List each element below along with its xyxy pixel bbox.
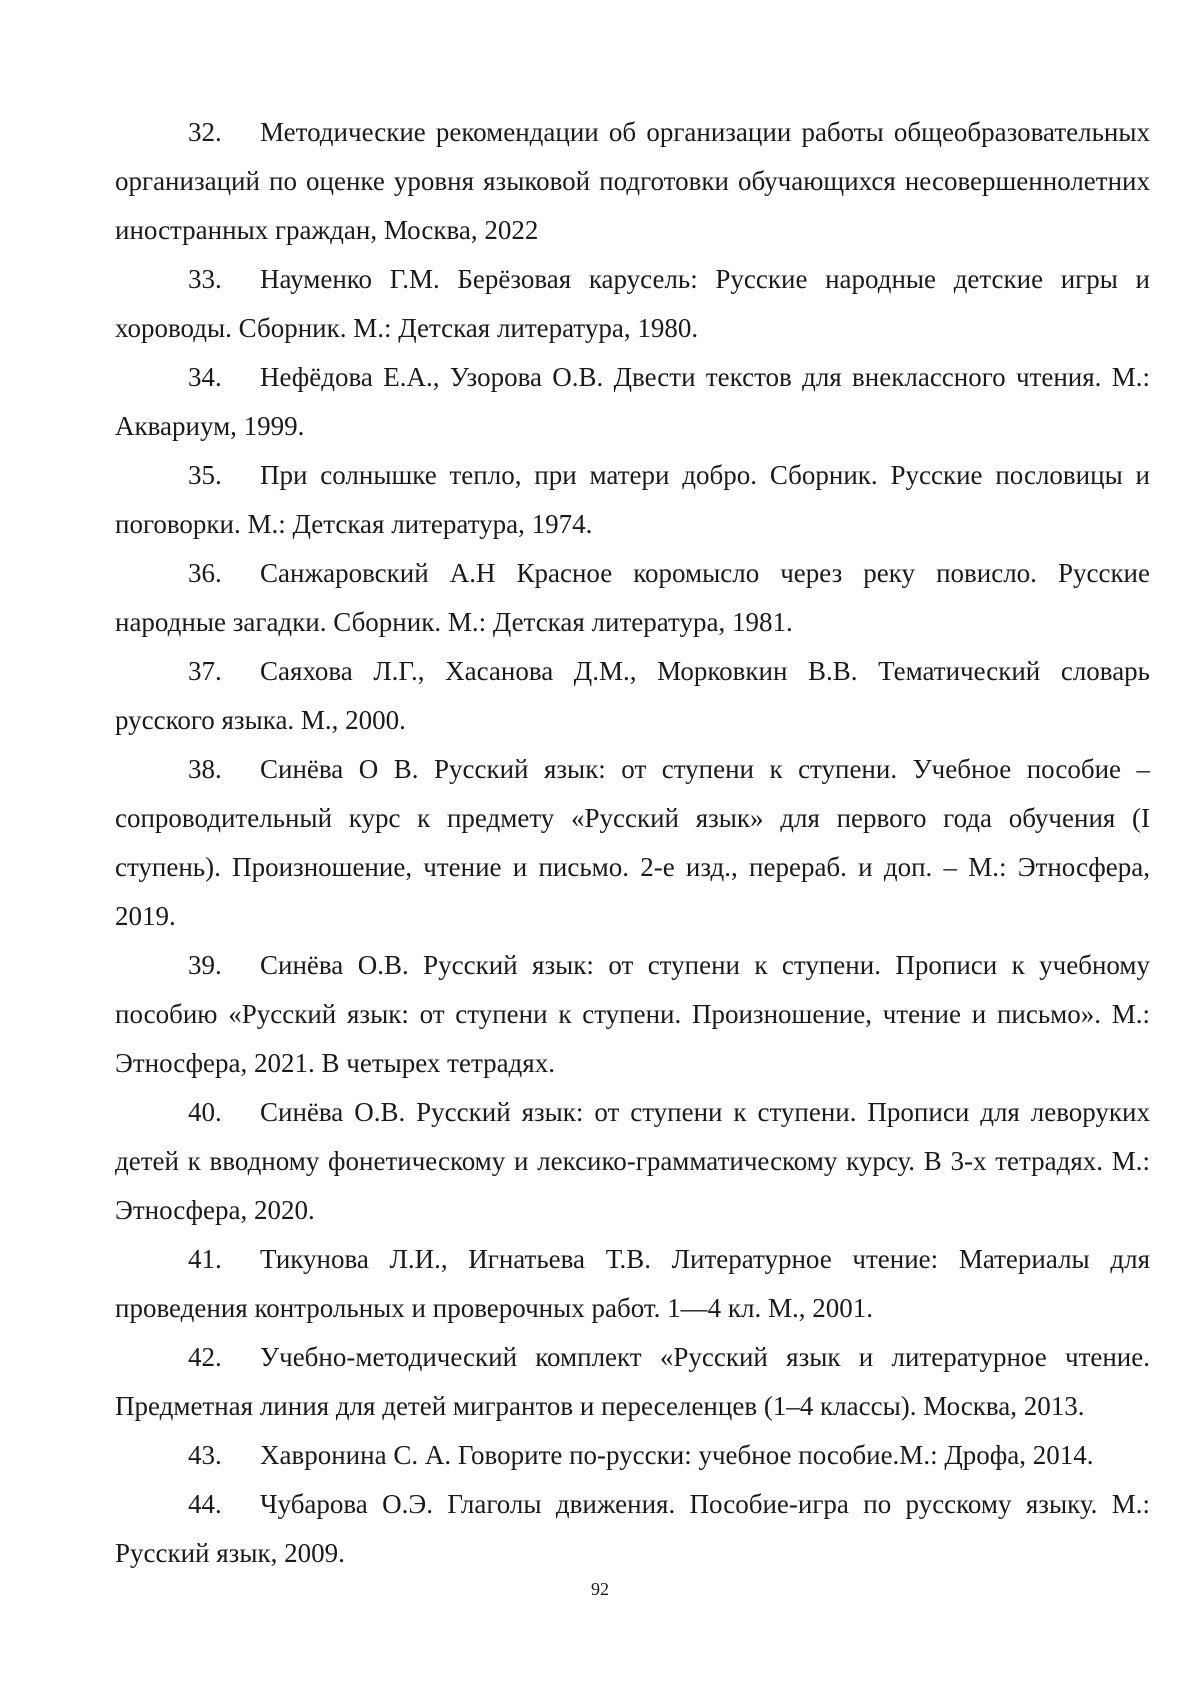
reference-number: 40. bbox=[188, 1097, 222, 1127]
reference-item bbox=[115, 647, 1150, 745]
reference-number: 35. bbox=[188, 460, 222, 490]
reference-item bbox=[115, 1431, 1150, 1480]
reference-text: Саяхова Л.Г., Хасанова Д.М., Морковкин В.В. Тематический словарь русского языка. М., 2000. bbox=[115, 656, 1150, 735]
reference-text: Учебно-методический комплект «Русский язык и литературное чтение. Предметная линия для детей мигрантов и переселенцев (1–4 классы). Москва, 2013. bbox=[115, 1342, 1150, 1421]
reference-text: При солнышке тепло, при матери добро. Сборник. Русские пословицы и поговорки. М.: Детская литература, 1974. bbox=[115, 460, 1150, 539]
reference-number: 33. bbox=[188, 264, 222, 294]
reference-text: Хавронина С. А. Говорите по-русски: учебное пособие.М.: Дрофа, 2014. bbox=[260, 1440, 1094, 1470]
reference-item bbox=[115, 255, 1150, 353]
reference-number: 44. bbox=[188, 1489, 222, 1519]
reference-item bbox=[115, 1235, 1150, 1333]
reference-item bbox=[115, 549, 1150, 647]
reference-number: 38. bbox=[188, 754, 222, 784]
reference-text: Синёва О.В. Русский язык: от ступени к ступени. Прописи для леворуких детей к вводному фонетическому и лексико-грамматическому курсу. В 3-х тетрадях. М.: Этносфера, 2020. bbox=[115, 1097, 1150, 1225]
page-number: 92 bbox=[591, 1579, 609, 1599]
reference-number: 37. bbox=[188, 656, 222, 686]
reference-list bbox=[115, 108, 1150, 1578]
reference-text: Чубарова О.Э. Глаголы движения. Пособие-игра по русскому языку. М.: Русский язык, 2009. bbox=[115, 1489, 1150, 1568]
reference-item bbox=[115, 1333, 1150, 1431]
reference-item bbox=[115, 745, 1150, 941]
reference-item bbox=[115, 353, 1150, 451]
reference-number: 39. bbox=[188, 950, 222, 980]
reference-number: 36. bbox=[188, 558, 222, 588]
reference-item bbox=[115, 941, 1150, 1088]
reference-text: Тикунова Л.И., Игнатьева Т.В. Литературное чтение: Материалы для проведения контрольных и проверочных работ. 1—4 кл. М., 2001. bbox=[115, 1244, 1150, 1323]
reference-number: 34. bbox=[188, 362, 222, 392]
reference-text: Санжаровский А.Н Красное коромысло через реку повисло. Русские народные загадки. Сборник. М.: Детская литература, 1981. bbox=[115, 558, 1150, 637]
reference-number: 42. bbox=[188, 1342, 222, 1372]
reference-item bbox=[115, 451, 1150, 549]
reference-item bbox=[115, 1088, 1150, 1235]
reference-item bbox=[115, 1480, 1150, 1578]
reference-text: Синёва О В. Русский язык: от ступени к ступени. Учебное пособие – сопроводительный курс к предмету «Русский язык» для первого года обучения (I ступень). Произношение, чтение и письмо. 2-е изд., перераб. и доп. – М.: Этносфера, 2019. bbox=[115, 754, 1150, 931]
reference-number: 32. bbox=[188, 117, 222, 147]
reference-number: 43. bbox=[188, 1440, 222, 1470]
reference-number: 41. bbox=[188, 1244, 222, 1274]
reference-text: Синёва О.В. Русский язык: от ступени к ступени. Прописи к учебному пособию «Русский язык: от ступени к ступени. Произношение, чтение и письмо». М.: Этносфера, 2021. В четырех тетрадях. bbox=[115, 950, 1150, 1078]
reference-text: Науменко Г.М. Берёзовая карусель: Русские народные детские игры и хороводы. Сборник. М.: Детская литература, 1980. bbox=[115, 264, 1150, 343]
reference-text: Методические рекомендации об организации работы общеобразовательных организаций по оценке уровня языковой подготовки обучающихся несовершеннолетних иностранных граждан, Москва, 2022 bbox=[115, 117, 1150, 245]
reference-item bbox=[115, 108, 1150, 255]
reference-text: Нефёдова Е.А., Узорова О.В. Двести текстов для внеклассного чтения. М.: Аквариум, 1999. bbox=[115, 362, 1150, 441]
